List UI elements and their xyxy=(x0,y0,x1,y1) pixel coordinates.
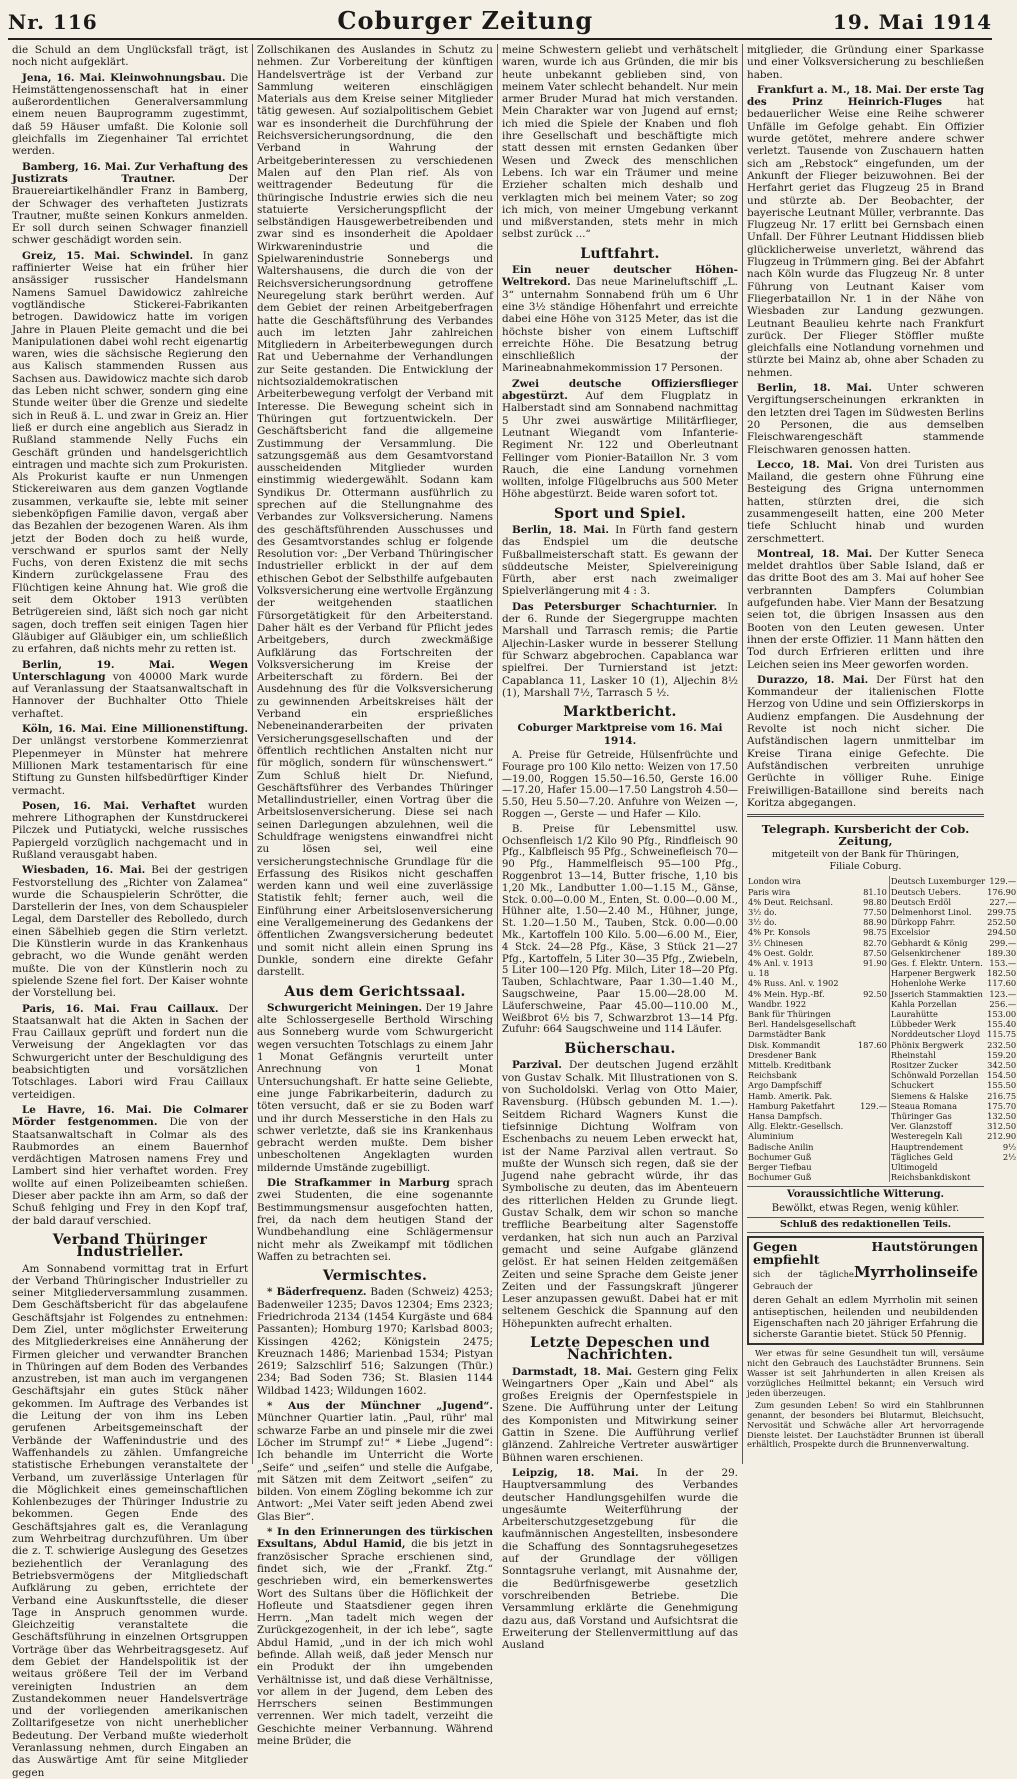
article xyxy=(257,1002,493,1174)
stock-value: 2½ xyxy=(1002,1151,1017,1162)
stock-value xyxy=(857,1080,890,1090)
stock-value xyxy=(857,978,890,988)
stock-value xyxy=(857,1019,890,1029)
weather-forecast: Bewölkt, etwas Regen, wenig kühler. xyxy=(771,1202,960,1214)
article xyxy=(12,1003,248,1101)
article-lead: * In den Erinnerungen des türkischen Exsultans, Abdul Hamid, xyxy=(257,1526,493,1551)
stock-row xyxy=(747,1070,1017,1080)
ad-brand: Myrrholinseife xyxy=(853,1262,978,1281)
stock-row xyxy=(747,1080,1017,1090)
small-print-ads xyxy=(747,1349,984,1450)
stock-value: 299.75 xyxy=(987,906,1017,917)
stock-name: 4% Pr. Konsols xyxy=(748,927,811,938)
stock-value: 9½ xyxy=(1002,1141,1017,1152)
article-text: Auf dem Flugplatz in Halberstadt sind am Sonnabend nachmittag 5 Uhr zwei auswärtige Militärflieger, Leutnant Wiegandt vom Infanterie-Regiment Nr. 122 und Oberleutnant Fellinger vom Pionier-Bataillon Nr. 3 vom Rauch, die eine Landung vornehmen wollten, infolge Flügelbruchs aus 500 Meter Höhe abgestürzt. Beide waren sofort tot. xyxy=(502,390,738,501)
stock-name: 4% Russ. Anl. v. 1902 xyxy=(748,978,839,989)
article-lead: Durazzo, 18. Mai. xyxy=(757,673,869,686)
stock-value: 154.50 xyxy=(987,1070,1017,1081)
stock-value: 187.60 xyxy=(857,1040,890,1050)
stock-value xyxy=(857,1111,890,1121)
stock-name: Bochumer Guß xyxy=(748,1151,812,1162)
ad-body: deren Gehalt an edlem Myrrholin mit seinen antiseptischen, heilenden und neubildenden Eigenschaften nach 20 jähriger Erfahrung die sicherste Garantie bietet. Stück 50 Pfennig. xyxy=(753,1295,978,1341)
stock-value: 175.70 xyxy=(987,1100,1017,1111)
stock-row xyxy=(747,968,1017,978)
stock-value: 82.70 xyxy=(857,938,890,948)
stock-report-source: mitgeteilt von der Bank für Thüringen, xyxy=(771,848,960,860)
stock-row xyxy=(747,1152,1017,1162)
stock-value xyxy=(857,1152,890,1162)
stock-name: Phönix Bergwerk xyxy=(890,1039,964,1050)
stock-row xyxy=(747,1111,1017,1121)
stock-name: Berl. Handelsgesellschaft xyxy=(748,1019,856,1030)
article-text: Gestern ging Felix Weingartners Oper „Kain und Abel“ als großes Ereignis der Opernfestspiele in Szene. Die Aufführung unter der Leitung des Komponisten und Mitwirkung seiner Gattin in Szene. Die Aufführung verlief glänzend. Zahlreiche Vertreter auswärtiger Bühnen waren erschienen. xyxy=(502,1365,738,1464)
stock-value: 129.— xyxy=(989,876,1017,887)
section-heading-gerichtssaal: Aus dem Gerichtssaal. xyxy=(284,983,466,1000)
stock-name: Argo Dampfschiff xyxy=(748,1080,822,1091)
stock-value xyxy=(857,876,890,886)
stock-name: 4% Deut. Reichsanl. xyxy=(748,896,833,907)
stock-value xyxy=(857,1121,890,1131)
newspaper-title: Coburger Zeitung xyxy=(337,6,594,35)
article xyxy=(502,601,738,699)
stock-name: Reichsbankdiskont xyxy=(890,1172,971,1183)
article-lead: Bamberg, 16. Mai. Zur Verhaftung des Justizrats Trautner. xyxy=(12,160,248,185)
section-heading-luftfahrt: Luftfahrt. xyxy=(580,245,660,262)
stock-name: Allg. Elektr.-Gesellsch. xyxy=(748,1121,844,1132)
article-text: Der 19 Jahre alte Schlossergeselle Berthold Wirsching aus Sonneberg wurde vom Schwurgericht wegen versuchten Totschlags zu einem Jahr 1 Monat Gefängnis verurteilt unter Anrechnung von 1 Monat Untersuchungshaft. Er hatte seine Geliebte, eine junge Fabrikarbeiterin, dadurch zu töten versucht, daß er sie zu Boden warf und ihr durch Messerstiche in den Hals zu schwer verletzte, daß sie ins Krankenhaus gebracht werden mußte. Dem bisher unbescholtenen Angeklagten wurden mildernde Umstände zugebilligt. xyxy=(257,1001,493,1174)
article-text: Münchner Quartier latin. „Paul, rühr' mal schwarze Farbe an und pinsele mir die zwei Löcher im Strumpf zu!“ * Liebe „Jugend“: Ich behandle im Unterricht die Worte „Seife“ und „seifen“ und stelle die Aufgabe, mit Sätzen mit dem Zeitwort „seifen“ zu bilden. Von einem Zögling bekomme ich zur Antwort: „Mei Vater seift jeden Abend zwei Glas Bier“. xyxy=(257,1412,493,1523)
stock-name: Siemens & Halske xyxy=(890,1090,969,1101)
article xyxy=(257,1526,493,1747)
article-text: Baden (Schweiz) 4253; Badenweiler 1235; Davos 12304; Ems 2323; Friedrichroda 2134 (1454 Kurgäste und 684 Passanten); Homburg 1970; Karlsbad 8003; Kissingen 4262; Königstein 2475; Kreuznach 1486; Marienbad 1534; Pistyan 2619; Salzschlirf 516; Salzungen (Thür.) 234; Bad Soden 736; St. Blasien 1144 Wildbad 1423; Wildungen 1602. xyxy=(257,1286,493,1397)
stock-row xyxy=(747,948,1017,958)
section-heading-marktbericht: Marktbericht. xyxy=(563,704,677,721)
stock-name: 3½ do. xyxy=(748,906,777,917)
article-text: wurden mehrere Lithographen der Kunstdruckerei Pilczek und Putiatycki, welche russisches Papiergeld vorzüglich nachgemacht und in Rußland verausgabt haben. xyxy=(12,799,248,861)
stock-name: Hansa Dampfsch. xyxy=(748,1110,823,1121)
stock-name: Gebhardt & König xyxy=(890,937,968,948)
stock-name: Ultimogeld xyxy=(890,1161,938,1172)
market-report-title xyxy=(502,722,738,747)
stock-name: Paris wira xyxy=(748,886,791,897)
stock-value: 159.20 xyxy=(987,1049,1017,1060)
stock-name: 3½ Chinesen xyxy=(748,937,804,948)
article-lead: Das Petersburger Schachturnier. xyxy=(512,600,718,613)
stock-name: Badische Anilin xyxy=(748,1141,814,1152)
article xyxy=(502,1467,738,1651)
stock-name: London wira xyxy=(748,876,801,887)
column-1 xyxy=(8,44,253,1779)
article-lead: Parzival. xyxy=(512,1059,562,1072)
section-heading-vermischtes: Vermischtes. xyxy=(322,1268,428,1285)
stock-name: Norddeutscher Lloyd xyxy=(890,1029,981,1040)
weather-heading: Voraussichtliche Witterung. xyxy=(747,1186,984,1201)
stock-value: 87.50 xyxy=(857,948,890,958)
article-lead: Frankfurt a. M., 18. Mai. Der erste Tag des Prinz Heinrich-Fluges xyxy=(747,83,984,109)
stock-row xyxy=(747,1142,1017,1152)
stock-row xyxy=(747,917,1017,927)
stock-value: 115.75 xyxy=(987,1029,1017,1040)
stock-row xyxy=(747,958,1017,968)
article-lead: Lecco, 18. Mai. xyxy=(757,458,853,471)
stock-value: 216.75 xyxy=(987,1090,1017,1101)
article-text: Von drei Turisten aus Mailand, die gestern ohne Führung eine Besteigung des Grigna unternommen hatten, stürzten drei, die sich zusammengeseilt hatten, eine 200 Meter tiefe Schlucht hinab und wurden zerschmettert. xyxy=(747,458,984,545)
stock-name: u. 18 xyxy=(748,968,770,979)
stock-name: Jsserich Stammaktien xyxy=(890,988,983,999)
article-lead: Berlin, 19. Mai. Wegen Unterschlagung xyxy=(12,658,248,683)
stock-value xyxy=(857,1172,890,1182)
article xyxy=(12,250,248,656)
stock-row xyxy=(747,1121,1017,1131)
section-heading-letzte-depeschen: Letzte Depeschen und Nachrichten. xyxy=(530,1334,710,1364)
stock-value xyxy=(857,1060,890,1070)
stock-row xyxy=(747,887,1017,897)
stock-name: 3½ do. xyxy=(748,917,777,928)
stock-value: 176.90 xyxy=(987,886,1017,897)
stock-value xyxy=(986,1162,1017,1172)
article-continuation: meine Schwestern geliebt und verhätschelt waren, wurde ich aus Gründen, die mir bis heute unbekannt geblieben sind, von meinem Vater schlecht behandelt. Nur mein armer Bruder Murad hat mich verstanden. Mein Charakter war von Jugend auf ernst; ich mied die Spiele der Knaben und floh ihre Gesellschaft und beschäftigte mich statt dessen mit ernsten Gedanken über Wesen und Zweck des menschlichen Lebens. Ich war ein Träumer und meine Erzieher schalten mich deshalb und verklagten mich bei meinem Vater; so zog ich mich, von meiner Umgebung verkannt und mißverstanden, stets mehr in mich selbst zurück ...“ xyxy=(502,44,738,241)
stock-name: Steaua Romana xyxy=(890,1100,958,1111)
article xyxy=(12,800,248,861)
article xyxy=(12,659,248,720)
stock-value: 129.— xyxy=(857,1101,890,1111)
stock-value xyxy=(857,968,890,978)
article xyxy=(257,1177,493,1263)
stock-value: 342.50 xyxy=(987,1059,1017,1070)
stock-name: Mittelb. Kreditbank xyxy=(748,1059,831,1070)
article-continuation: Zollschikanen des Auslandes in Schutz zu nehmen. Zur Vorbereitung der künftigen Handelsverträge ist der Verband zur Sammlung weiteren einschlägigen Materials aus dem Kreise seiner Mitglieder tätig gewesen. Auf sozialpolitischem Gebiet war es insonderheit die Durchführung der Reichsversicherungsordnung, die den Verband in Wahrung der Arbeitgeberinteressen zu verschiedenen Malen auf den Plan rief. Als von weittragender Bedeutung für die thüringische Industrie erwies sich die neu statuierte Versicherungspflicht der selbständigen Hausgewerbetreibenden und zwar sind es insonderheit die Apoldaer Wirkwarenindustrie und die Spielwarenindustrie Sonnebergs und Waltershausens, die durch die von der Reichsversicherungsordnung getroffene Neuregelung stark berührt werden. Auf dem Gebiet der reinen Arbeitgeberfragen hatte die Geschäftsführung des Verbandes auch im letzten Jahr zahlreichen Mitgliedern in Arbeiterbewegungen durch Rat und Uebernahme der Verhandlungen zur Seite gestanden. Die Entwicklung der nichtsozialdemokratischen Arbeiterbewegung verfolgt der Verband mit Interesse. Die Bewegung scheint sich in Thüringen gut fortzuentwickeln. Der Geschäftsbericht fand die allgemeine Zustimmung der Versammlung. Die satzungsgemäß aus dem Gesamtvorstand ausscheidenden Mitglieder wurden einstimmig wiedergewählt. Sodann kam Syndikus Dr. Ottermann ausführlich zu sprechen auf die Stellungnahme des Verbandes zur Volksversicherung. Namens des geschäftsführenden Ausschusses und des Gesamtvorstandes schlug er folgende Resolution vor: „Der Verband Thüringischer Industrieller erblickt in der auf dem ethischen Gebot der Selbsthilfe aufgebauten Volksversicherung eine wertvolle Ergänzung der weitgehenden staatlichen Fürsorgetätigkeit für den Arbeiterstand. Daher hält es der Verband für Pflicht jedes Arbeitgebers, durch zweckmäßige Aufklärung das Fortschreiten der Volksversicherung im Kreise der Arbeiterschaft zu fördern. Bei der Ausdehnung des für die Volksversicherung zu gewinnenden Arbeitskreises hält der Verband ein ersprießliches Nebeneinanderarbeiten der privaten Versicherungsgesellschaften und der öffentlich rechtlichen Anstalten nicht nur für möglich, sondern für wünschenswert.“ Zum Schluß hielt Dr. Niefund, Geschäftsführer des Verbandes Thüringer Metallindustrieller, einen Vortrag über die Arbeitslosenversicherung. Diese sei nach seinen Darlegungen abzulehnen, weil die Schuldfrage wenigstens einwandfrei nicht zu lösen sei, weil eine versicherungstechnische Grundlage für die Erfassung des Risikos nicht geschaffen werden kann und weil eine zuverlässige Statistik fehlt; ferner auch, weil die Einführung einer Arbeitslosenversicherung eine Verallgemeinerung des Gedankens der öffentlichen Zwangsversicherung bedeutet und somit nicht allein einen Sprung ins Dunkle, sondern eine direkte Gefahr darstellt. xyxy=(257,44,493,979)
stock-value: 227.— xyxy=(989,896,1017,907)
advertisement-myrrholin xyxy=(747,1236,984,1345)
stock-name: Dresdener Bank xyxy=(748,1049,817,1060)
stock-name: Westeregeln Kali xyxy=(890,1131,963,1142)
stock-value: 153.00 xyxy=(987,1008,1017,1019)
stock-name: Gelsenkirchener xyxy=(890,947,961,958)
stock-name: Ver. Glanzstoff xyxy=(890,1121,952,1132)
small-ad: Zum gesunden Leben! So wird ein Stahlbrunnen genannt, der besonders bei Blutarmut, Bleichsucht, Nervosität und Schwäche aller Art hervorragende Dienste leistet. Der Lauchstädter Brunnen ist überall erhältlich, Prospekte durch die Brunnenverwaltung. xyxy=(747,1399,984,1450)
article xyxy=(12,72,248,158)
ad-brand-line xyxy=(753,1262,978,1294)
column-3 xyxy=(498,44,743,1652)
article-lead: Berlin, 18. Mai. xyxy=(757,382,872,395)
ad-headline: Gegen Hautstörungen empfiehlt xyxy=(753,1239,978,1267)
stock-row xyxy=(747,927,1017,937)
stock-name: Schuckert xyxy=(890,1080,934,1091)
article xyxy=(502,524,738,598)
stock-value: 98.80 xyxy=(857,897,890,907)
article-text: Am Sonnabend vormittag trat in Erfurt der Verband Thüringischer Industrieller zu seiner Mitgliederversammlung zusammen. Dem Geschäftsbericht für das abgelaufene Geschäftsjahr ist Folgendes zu entnehmen: Dem Ziel, unter möglichster Erweiterung des Mitgliederkreises eine Annäherung der Firmen gleicher und verwandter Branchen in Thüringen auf dem Boden des Verbandes anzustreben, ist man auch im vergangenen Geschäftsjahr ein gutes Stück näher gekommen. Im Auftrage des Verbandes ist die Leitung der von ihm ins Leben gerufenen Arbeitsgemeinschaft der Verbände der Waffenindustrie und des Waffenhandels zu zählen. Umfangreiche statistische Erhebungen veranstaltete der Verband, um zuverlässige Unterlagen für die Möglichkeit eines gemeinschaftlichen Kohlenbezuges der Thüringer Industrie zu bekommen. Gegen Ende des Geschäftsjahres galt es, die Veranlagung zum Wehrbeitrag durchzuführen. Um über die z. T. schwierige Auslegung des Gesetzes beziehentlich der Veranlagung des Betriebsvermögens der Mitgliedschaft Aufklärung zu geben, errichtete der Verband eine Auskunftsstelle, die dieser Tage in Anspruch genommen wurde. Gleichzeitig veranstaltete die Geschäftsführung in einzelnen Ortsgruppen Vorträge über das Wehrbeitragsgesetz. Auf dem Gebiet der Handelspolitik ist der weitaus größere Teil der im Verband vereinigten Industrien an dem Zustandekommen neuer Handelsverträge und der vorliegenden amerikanischen Zolltarifgesetze von nicht unerheblicher Bedeutung. Der Verband mußte wiederholt Veranlassung nehmen, durch Eingaben an das Auswärtige Amt für seine Mitglieder gegen xyxy=(12,1262,248,1779)
stock-name: Deutsch Luxemburger xyxy=(890,876,986,887)
stock-row xyxy=(747,1029,1017,1039)
stock-value xyxy=(857,1142,890,1152)
stock-value: 256.— xyxy=(989,998,1017,1009)
stock-name: Dürkopp Fahrr. xyxy=(890,917,956,928)
article xyxy=(12,723,248,797)
stock-value: 91.90 xyxy=(857,958,890,968)
column-4 xyxy=(743,44,1017,1464)
article-text: In der 29. Hauptversammlung des Verbandes deutscher Handlungsgehilfen wurde die ungesäumte Weiterführung der Arbeiterschutzgesetzgebung für die kaufmännischen Angestellten, insbesondere die Schaffung des Sonntagsruhegesetzes auf der Grundlage der völligen Sonntagsruhe verlangt, mit Ausnahme der, die Bedürfnisgewerbe gesetzlich vorschreibenden Betriebe. Die Versammlung erklärte die Genehmigung dazu aus, daß Vorstand und Aufsichtsrat die Erweiterung der Stellenvermittlung auf das Ausland xyxy=(502,1466,738,1652)
stock-name: 4% Oest. Goldr. xyxy=(748,947,814,958)
article-lead: Ein neuer deutscher Höhen-Weltrekord. xyxy=(502,264,738,289)
columns xyxy=(8,44,1017,1779)
end-editorial-marker: Schluß des redaktionellen Teils. xyxy=(747,1217,984,1233)
stock-row xyxy=(747,907,1017,917)
article-lead: Posen, 16. Mai. Verhaftet xyxy=(22,799,196,812)
stock-name: Deutsch Erdöl xyxy=(890,896,951,907)
article-lead: Berlin, 18. Mai. xyxy=(512,523,609,536)
stock-name: Rositzer Zucker xyxy=(890,1059,958,1070)
stock-value xyxy=(857,1091,890,1101)
stock-value: 212.90 xyxy=(987,1131,1017,1142)
market-report-heading: Coburger Marktpreise vom 16. Mai 1914. xyxy=(517,722,723,747)
article-text: Der Fürst hat den Kommandeur der italienischen Flotte Herzog von Udine und sein Offizierskorps in Audienz empfangen. Die Ausdehnung der Revolte ist noch nicht sicher. Die Aufständischen lagern unmittelbar im Kreise Tirana einige Gefechte. Die Aufständischen verbreiten unruhige Gerüchte in völliger Ruhe. Einige Freiwilligen-Bataillone sind bereits nach Koritza abgegangen. xyxy=(747,673,985,809)
stock-name: Rheinstahl xyxy=(890,1049,936,1060)
stock-row xyxy=(747,1009,1017,1019)
stock-row xyxy=(747,897,1017,907)
stock-table xyxy=(747,876,1017,1182)
article-text: von 40000 Mark wurde auf Veranlassung der Staatsanwaltschaft in Hannover der Buchhalter Otto Thiele verhaftet. xyxy=(12,670,248,720)
stock-row xyxy=(747,1060,1017,1070)
article-lead: Le Havre, 16. Mai. Die Colmarer Mörder festgenommen. xyxy=(12,1103,248,1129)
article xyxy=(12,161,248,247)
stock-value: 88.90 xyxy=(857,917,890,927)
article xyxy=(502,1059,738,1330)
article-lead: Montreal, 18. Mai. xyxy=(757,547,873,560)
stock-row xyxy=(747,1019,1017,1029)
stock-value xyxy=(857,1029,890,1039)
stock-name: Bochumer Guß xyxy=(748,1172,812,1183)
stock-name: Reichsbank xyxy=(748,1070,797,1081)
stock-name: Kahla Porzellan xyxy=(890,998,957,1009)
stock-row xyxy=(747,1172,1017,1182)
stock-value: 294.50 xyxy=(987,927,1017,938)
stock-value: 81.10 xyxy=(857,887,890,897)
issue-number: Nr. 116 xyxy=(8,10,98,34)
article-lead: Zwei deutsche Offiziersflieger abgestürzt. xyxy=(502,377,738,403)
article-text: In Fürth fand gestern das Endspiel um die deutsche Fußballmeisterschaft statt. Es gewann der süddeutsche Meister, Spielvereinigung Fürth, aber erst nach zweimaliger Spielverlängerung mit 4 : 3. xyxy=(502,523,739,598)
stock-name: Laurahütte xyxy=(890,1008,938,1019)
stock-value: 232.50 xyxy=(987,1039,1017,1050)
ad-subline: sich der tägliche Gebrauch der xyxy=(753,1269,854,1293)
article-text: Der Brauereiartikelhändler Franz in Bamberg, der Schwager des verhafteten Justizrats Trautner, mußte seinen Konkurs anmelden. Er soll durch seinen Schwager finanziell schwer geschädigt worden sein. xyxy=(12,172,248,247)
stock-value xyxy=(857,1162,890,1172)
stock-name: Tägliches Geld xyxy=(890,1151,954,1162)
article-text: Der Kutter Seneca meldet drahtlos über Sable Island, daß er das dritte Boot des am 3. Mai auf hoher See verbrannten Dampfers Columbian aufgefunden habe. Vier Mann der Besatzung seien tot, die übrigen Insassen aus den Booten von den Leuten gewesen. Unter ihnen der erste Offizier. 11 Mann hätten den Tod durch Erfrieren erlitten und ihre Leichen seien ins Meer geworfen worden. xyxy=(747,547,984,671)
article-lead: Paris, 16. Mai. Frau Caillaux. xyxy=(22,1002,219,1015)
stock-name: Harpener Bergwerk xyxy=(890,968,976,979)
stock-name: Hohenlohe Werke xyxy=(890,978,966,989)
stock-value xyxy=(857,1070,890,1080)
stock-name: Hauptrendement xyxy=(890,1141,963,1152)
stock-row xyxy=(747,1040,1017,1050)
article-lead: Darmstadt, 18. Mai. xyxy=(512,1365,633,1378)
stock-row xyxy=(747,1162,1017,1172)
stock-name: Excelsior xyxy=(890,927,930,938)
stock-report-branch: Filiale Coburg. xyxy=(829,861,902,872)
stock-value: 182.50 xyxy=(987,968,1017,979)
stock-name: 4% Mein. Hyp.-Bf. xyxy=(748,988,825,999)
article xyxy=(12,864,248,999)
article-text: sprach zwei Studenten, die eine sogenannte Bestimmungsmensur ausgefochten hatten, frei, da nach dem heutigen Stand der Wundbehandlung eine Schlägermensur nicht mehr als Zweikampf mit tödlichen Waffen zu betrachten sei. xyxy=(257,1177,493,1263)
stock-value xyxy=(857,1050,890,1060)
stock-value: 92.50 xyxy=(857,989,890,999)
stock-value: 98.75 xyxy=(857,927,890,937)
stock-row xyxy=(747,1131,1017,1141)
stock-name: Lübbeder Werk xyxy=(890,1019,956,1030)
divider xyxy=(747,814,984,817)
stock-value: 155.40 xyxy=(987,1019,1017,1030)
section-heading-verband: Verband Thüringer Industrieller. xyxy=(52,1231,208,1261)
stock-value xyxy=(857,1131,890,1141)
stock-name: Darmstädter Bank xyxy=(748,1029,826,1040)
stock-name: Hamburg Paketfahrt xyxy=(748,1100,835,1111)
stock-name: Schönwald Porzellan xyxy=(890,1070,979,1081)
market-prices-food: B. Preise für Lebensmittel usw. Ochsenfleisch 1/2 Kilo 90 Pfg., Rindfleisch 90 Pfg., Kalbfleisch 95 Pfg., Schweinefleisch 70—90 Pfg., Hammelfleisch 95—100 Pfg., Roggenbrot 13—14, Butter frische, 1,10 bis 1,20 Mk., Landbutter 1.00—1.15 M., Gänse, Stck. 0.00—0.00 M., Enten, St. 0.00—0.00 M., Hühner alte, 1.50—2.40 M., Hühner, junge, St. 1.20—1.50 M., Tauben, Stck. 0.00—0.00 Mk., Kartoffeln 100 Kilo. 5.00—6.00 M., Eier, 4 Stck. 24—28 Pfg., Käse, 3 Stück 21—27 Pfg., Kartoffeln, 5 Liter 30—35 Pfg., Zwiebeln, 5 Liter 100—120 Pfg. Milch, Liter 18—20 Pfg. Tauben, Schlachtware, Paar 1.30—1.40 M., Saugschweine, Paar 15.00—28.00 M. Läuferschweine, Paar 45.00—110.00 M., Weißbrot 6½ bis 7, Schwarzbrot 13—14 Pfg. Zufuhr: 664 Saugschweine und 114 Läufer. xyxy=(502,823,738,1036)
article-text: Der deutschen Jugend erzählt von Gustav Schalk. Mit Illustrationen von S. von Sucholdolski. Verlag von Otto Maier, Ravensburg. (Hübsch gebunden M. 1.—). Seitdem Richard Wagners Kunst die tiefsinnige Dichtung Wolfram von Eschenbachs zu neuem Leben erweckt hat, ist der Name Parzival allen vertraut. So mußte der Wunsch sich regen, daß sie der Jugend nahe gebracht würde, ihr das Symbolische zu deuten, das im Abenteuern des ritterlichen Helden zu Grunde liegt. Gustav Schalk, dem wir schon so manche treffliche Bearbeitung alter Sagenstoffe verdanken, hat sich nun auch an Parzival gemacht und seine Aufgabe glänzend gelöst. Er hat seinen Helden zeitgemäßen Zeiten und seine Sprache dem Geiste jener Zeiten und der Fassungskraft jüngerer Leser anzupassen gewußt. Dabei hat er mit seltenem Geschick die Spannung auf den Höhepunkten aufrecht erhalten. xyxy=(502,1059,738,1330)
article xyxy=(502,264,738,375)
stock-value: 123.— xyxy=(989,988,1017,999)
stock-value: 155.50 xyxy=(987,1080,1017,1091)
stock-name: Bank für Thüringen xyxy=(748,1008,831,1019)
stock-name: Ges. f. Elektr. Untern. xyxy=(890,957,983,968)
article-text: Bei der gestrigen Festvorstellung des „Richter von Zalamea“ wurde die Schauspielerin Schrötter, die Darstellerin der Ines, von dem Schauspieler Legal, dem Darsteller des Rebolledo, durch einen Säbelhieb gegen die Stirn verletzt. Die Künstlerin wurde in das Krankenhaus gebracht, wo die Wunde genäht werden mußte. Die von der Künstlerin noch zu spielende Szene fiel fort. Der Kaiser wohnte der Vorstellung bei. xyxy=(12,864,248,1000)
stock-name: Thüringer Gas xyxy=(890,1110,952,1121)
article xyxy=(502,378,738,501)
article xyxy=(747,84,984,379)
stock-name: Berger Tiefbau xyxy=(748,1161,812,1172)
article-lead: Schwurgericht Meiningen. xyxy=(267,1001,423,1014)
stock-row xyxy=(747,876,1017,886)
article xyxy=(257,1286,493,1397)
stock-value: 252.50 xyxy=(987,917,1017,928)
section-heading-buecherschau: Bücherschau. xyxy=(564,1041,676,1058)
stock-value xyxy=(857,1009,890,1019)
article-text: Das neue Marineluftschiff „L. 3“ unternahm Sonnabend früh um 6 Uhr eine 3½ ständige Höhenfahrt und erreichte dabei eine Höhe von 3125 Meter, das ist die höchste bisher von einem Luftschiff erreichte Höhe. Die Besatzung betrug einschließlich der Marineabnahmekommission 17 Personen. xyxy=(502,276,738,375)
article-lead: Leipzig, 18. Mai. xyxy=(512,1466,639,1479)
article xyxy=(257,1400,493,1523)
market-prices-grain: A. Preise für Getreide, Hülsenfrüchte und Fourage pro 100 Kilo netto: Weizen von 17.50—19.00, Roggen 15.50—16.50, Gerste 16.00—17.20, Hafer 15.00—17.50 Langstroh 4.50—5.50, Heu 5.50—7.20. Anfuhre von Weizen —, Roggen —, Gerste — und Hafer — Kilo. xyxy=(502,750,738,821)
masthead xyxy=(8,6,992,40)
stock-value: 117.60 xyxy=(987,978,1017,989)
article-text: Der Staatsanwalt hat die Akten in Sachen der Frau Caillaux geprüft und fordert nun die Verweisung der Angeklagten vor das Schwurgericht unter der Beschuldigung des beabsichtigten und vorsätzlichen Totschlages. Labori wird Frau Caillaux verteidigen. xyxy=(12,1002,248,1101)
article-text: die bis jetzt in französischer Sprache erschienen sind, findet sich, wie der „Frankf. Ztg.“ geschrieben wird, ein bemerkenswertes Wort des Sultans über die Höflichkeit der Hofleute und Staatsdiener gegen ihren Herrn. „Man tadelt mich wegen der Zurückgezogenheit, in der ich lebe“, sagte Abdul Hamid, „und in der ich mich wohl befinde. Allah weiß, daß jeder Mensch nur ein Produkt der ihn umgebenden Verhältnisse ist, und daß diese Verhältnisse, vor allem in der Jugend, dem Leben des Herrschers seinen Bestimmungen verrennen. Wer mich tadelt, verzeiht die Geschichte meiner Verbannung. Während meine Brüder, die xyxy=(257,1538,493,1748)
stock-row xyxy=(747,1101,1017,1111)
article xyxy=(747,548,984,671)
stock-name: Hamb. Amerik. Pak. xyxy=(748,1090,833,1101)
column-2 xyxy=(253,44,498,1748)
article-lead: * Bäderfrequenz. xyxy=(267,1286,367,1299)
stock-value: 189.30 xyxy=(987,947,1017,958)
section-heading-sport: Sport und Spiel. xyxy=(553,505,687,522)
stock-row xyxy=(747,989,1017,999)
article-lead: * Aus der Münchner „Jugend“. xyxy=(267,1400,493,1413)
article-text: In der 6. Runde der Siegergruppe machten Marshall und Tarrasch remis; die Partie Aljechin-Lasker wurde in besserer Stellung für Schwarz abgebrochen. Capablanca war spielfrei. Der Turnierstand ist jetzt: Capablanca 11, Lasker 10 (1), Aljechin 8½ (1), Marshall 7½, Tarrasch 5 ½. xyxy=(502,600,738,699)
article-lead: Wiesbaden, 16. Mai. xyxy=(22,864,146,877)
stock-value: 299.— xyxy=(989,937,1017,948)
article xyxy=(747,674,984,809)
stock-value xyxy=(986,1172,1017,1182)
stock-name: Wandbr. 1922 xyxy=(748,998,807,1009)
stock-row xyxy=(747,999,1017,1009)
stock-row xyxy=(747,938,1017,948)
small-ad: Wer etwas für seine Gesundheit tun will, versäume nicht den Gebrauch des Lauchstädter Brunnens. Sein Wasser ist seit Jahrhunderten in allen Kreisen als vorzügliches Heilmittel bekannt; ein Versuch wird jeden überzeugen. xyxy=(747,1348,984,1398)
stock-value xyxy=(857,999,890,1009)
article xyxy=(747,382,984,456)
article-text: hat bedauerlicher Weise eine Reihe schwerer Unfälle im Gefolge gehabt. Ein Offizier wurde getötet, mehrere andere schwer verletzt. Tausende von Zuschauern hatten sich am „Rebstock“ eingefunden, um der Ankunft der Flieger beizuwohnen. Bei der Herfahrt geriet das Flugzeug 25 in Brand und stürzte ab. Der Beobachter, der bayerische Leutnant Müller, verbrannte. Das Flugzeug Nr. 17 erlitt bei Gernsbach einen Unfall. Der Führer Leutnant Hiddissen blieb glücklicherweise unverletzt, während das Flugzeug in Trümmern ging. Bei der Abfahrt nach Köln wurde das Flugzeug Nr. 8 unter Führung von Leutnant Kaiser vom Fliegerbataillon Nr. 1 in der Nähe von Wiesbaden zur Landung gezwungen. Leutnant Beaulieu kehrte nach Frankfurt zurück. Der Flieger Stöffler mußte gleichfalls eine Notlandung vornehmen und stürzte bei Mainz ab, ohne aber Schaden zu nehmen. xyxy=(747,96,984,379)
stock-row xyxy=(747,1050,1017,1060)
stock-row xyxy=(747,1091,1017,1101)
article-text: Die von der Staatsanwaltschaft in Colmar als des Raubmordes an einem Bauernhof verdächtigen Matrosen namens Frey und Lambert sind hier verhaftet worden. Frey wollte auf einen Polizeibeamten schießen. Dieser aber packte ihn am Arm, so daß der Schuß fehlging und Frey in den Kopf traf, der bald darauf verschied. xyxy=(12,1116,248,1227)
stock-value: 153.— xyxy=(989,957,1017,968)
stock-report-title: Telegraph. Kursbericht der Cob. Zeitung, xyxy=(761,822,970,849)
stock-value: 132.50 xyxy=(987,1110,1017,1121)
stock-row xyxy=(747,978,1017,988)
issue-date: 19. Mai 1914 xyxy=(832,10,992,34)
article xyxy=(12,1104,248,1227)
stock-name: Deutsch Uebers. xyxy=(890,886,962,897)
article-text: Unter schweren Vergiftungserscheinungen erkrankten in den letzten drei Tagen im Südwesten Berlins 20 Personen, die aus demselben Fleischwarengeschäft stammende Fleischwaren genossen hatten. xyxy=(747,382,984,456)
stock-value: 312.50 xyxy=(987,1121,1017,1132)
article-lead: Die Strafkammer in Marburg xyxy=(267,1177,450,1190)
stock-value: 77.50 xyxy=(857,907,890,917)
article-lead: Köln, 16. Mai. Eine Millionenstiftung. xyxy=(22,723,248,736)
article-lead: Greiz, 15. Mai. Schwindel. xyxy=(22,249,194,262)
article-continuation: mitglieder, die Gründung einer Sparkasse und einer Volksversicherung zu beschließen haben. xyxy=(747,44,984,81)
article-lead: Jena, 16. Mai. Kleinwohnungsbau. xyxy=(22,71,226,84)
article-continuation: die Schuld an dem Unglücksfall trägt, ist noch nicht aufgeklärt. xyxy=(12,44,248,69)
stock-name: 4% Anl. v. 1913 xyxy=(748,957,814,968)
article-text: In ganz raffinierter Weise hat ein früher hier ansässiger russischer Handelsmann Namens Samuel Dawidowicz zahlreiche vogtländische Stickerei-Fabrikanten betrogen. Dawidowicz hatte im vorigen Jahre in Plauen Pleite gemacht und die bei Manipulationen dabei wohl recht eigenartig waren, wies die sächsische Regierung den aus Kalisch stammenden Russen aus Sachsen aus. Dawidowicz machte sich darob das Leben nicht schwer, sondern ging eine Stunde weiter über die Grenze und siedelte sich in Reuß ä. L. und zwar in Greiz an. Hier ließ er durch eine angeblich aus Sieradz in Rußland stammende Nelly Fuchs ein Geschäft gründen und handelsgerichtlich eintragen und machte sich zum Prokuristen. Als Prokurist kaufte er nun Unmengen Stickereiwaren aus dem ganzen Vogtlande zusammen, verkaufte sie, lebte mit seiner siebenköpfigen Familie davon, vergaß aber das Bezahlen der bezogenen Waren. Als ihm jetzt der Boden doch zu heiß wurde, verschwand er spurlos samt der Nelly Fuchs, von deren Existenz die mit sechs Kindern zurückgelassene Frau des Flüchtigen keine Ahnung hat. Wie groß die seit dem Oktober 1913 verübten Betrügereien sind, läßt sich noch gar nicht sagen, doch treffen seit einigen Tagen hier Gläubiger auf Gläubiger ein, um schließlich zu erfahren, daß nichts mehr zu retten ist. xyxy=(12,249,248,656)
article xyxy=(747,459,984,545)
stock-name: Aluminium xyxy=(748,1131,794,1142)
stock-name: Delmenhorst Linol. xyxy=(890,906,972,917)
stock-name: Disk. Kommandit xyxy=(748,1039,821,1050)
article-text: Die Heimstättengenossenschaft hat in einer außerordentlichen Generalversammlung einem neuen Bauprogramm zugestimmt, daß 59 Häuser umfaßt. Die Kolonie soll gleichfalls im Ziegenhainer Tal errichtet werden. xyxy=(12,71,248,158)
article xyxy=(502,1366,738,1464)
article-text: Der unlängst verstorbene Kommerzienrat Plepenmeyer in Münster hat mehrere Millionen Mark testamentarisch für eine Stiftung zu Gunsten hilfsbedürftiger Kinder vermacht. xyxy=(12,735,248,797)
